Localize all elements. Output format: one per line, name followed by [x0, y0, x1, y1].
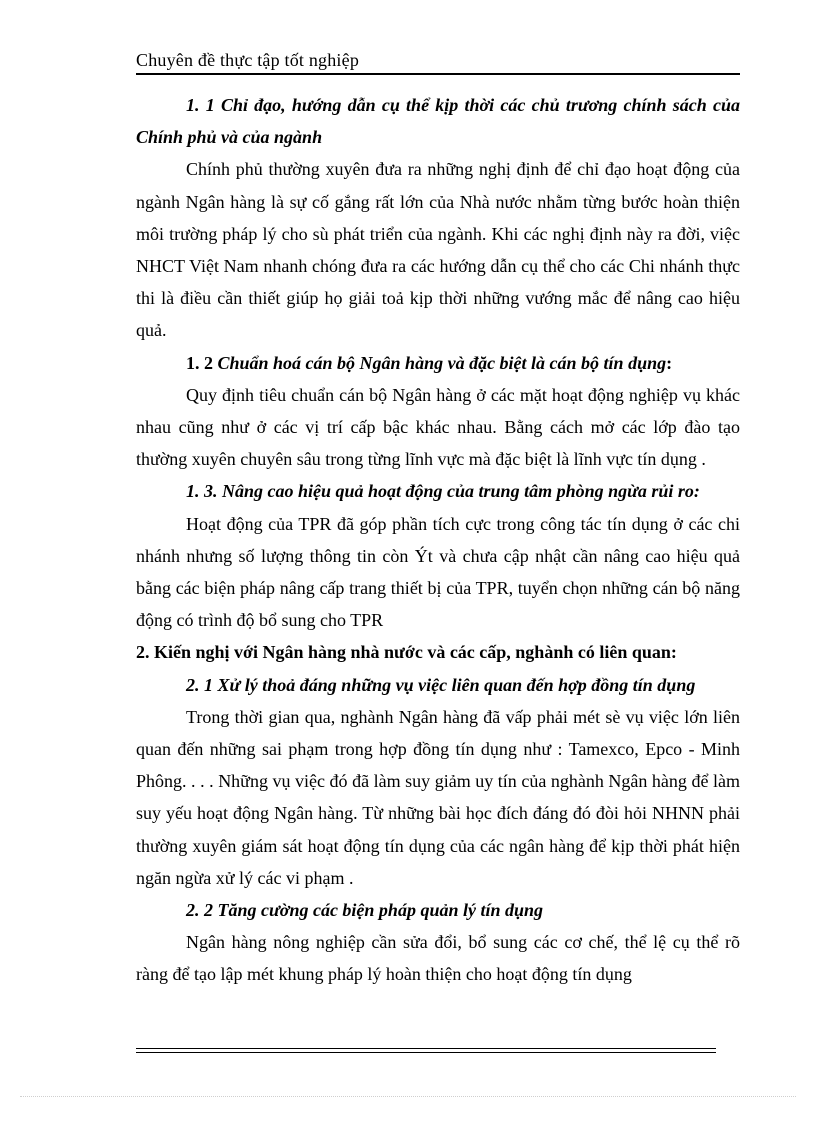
heading-1-2-colon: : — [666, 352, 673, 373]
heading-1-2 — [136, 347, 740, 379]
paragraph-1-1: Chính phủ thường xuyên đưa ra những nghị định để chỉ đạo hoạt động của ngành Ngân hàng là sự cố gắng rất lớn của Nhà nước nhằm từng bước hoàn thiện môi trường pháp lý cho sù phát triển của ngành. Khi các nghị định này ra đời, việc NHCT Việt Nam nhanh chóng đưa ra các hướng dẫn cụ thể cho các Chi nhánh thực thi là điều cần thiết giúp họ giải toả kịp thời những vướng mắc để nâng cao hiệu quả. — [136, 159, 740, 341]
footer-rule-bottom — [136, 1052, 716, 1053]
heading-1-2-text: Chuẩn hoá cán bộ Ngân hàng và đặc biệt là cán bộ tín dụng — [217, 352, 667, 373]
heading-1-3: 1. 3. Nâng cao hiệu quả hoạt động của trung tâm phòng ngừa rủi ro: — [186, 481, 700, 502]
paragraph-2-2: Ngân hàng nông nghiệp cần sửa đổi, bổ sung các cơ chế, thể lệ cụ thể rõ ràng để tạo lập mét khung pháp lý hoàn thiện cho hoạt động tín dụng — [136, 932, 740, 985]
heading-1-1: 1. 1 Chỉ đạo, hướng dẫn cụ thể kịp thời các chủ trương chính sách của Chính phủ và của ngành — [136, 95, 740, 148]
footer-rule-top — [136, 1048, 716, 1049]
heading-2-2: 2. 2 Tăng cường các biện pháp quản lý tín dụng — [186, 900, 543, 921]
paragraph-1-2: Quy định tiêu chuẩn cán bộ Ngân hàng ở các mặt hoạt động nghiệp vụ khác nhau cũng như ở các vị trí cấp bậc khác nhau. Bằng cách mở các lớp đào tạo thường xuyên chuyên sâu trong từng lĩnh vực mà đặc biệt là lĩnh vực tín dụng . — [136, 384, 740, 470]
page-edge-dots — [20, 1096, 796, 1097]
paragraph-2-1: Trong thời gian qua, nghành Ngân hàng đã vấp phải mét sè vụ việc lớn liên quan đến những sai phạm trong hợp đồng tín dụng như : Tamexco, Epco - Minh Phông. . . . Những vụ việc đó đã làm suy giảm uy tín của nghành Ngân hàng để làm suy yếu hoạt động Ngân hàng. Từ những bài học đích đáng đó đòi hỏi NHNN phải thường xuyên giám sát hoạt động tín dụng của các ngân hàng để kịp thời phát hiện ngăn ngừa xử lý các vi phạm . — [136, 706, 740, 888]
header-rule — [136, 73, 740, 75]
heading-1-2-number: 1. 2 — [186, 352, 218, 373]
page-header: Chuyên đề thực tập tốt nghiệp — [136, 50, 360, 70]
heading-2: 2. Kiến nghị với Ngân hàng nhà nước và các cấp, nghành có liên quan: — [136, 642, 677, 663]
paragraph-1-3: Hoạt động của TPR đã góp phần tích cực trong công tác tín dụng ở các chi nhánh nhưng số lượng thông tin còn Ýt và chưa cập nhật cần nâng cao hiệu quả bằng các biện pháp nâng cấp trang thiết bị của TPR, tuyển chọn những cán bộ năng động có trình độ bổ sung cho TPR — [136, 513, 740, 631]
document-body — [136, 89, 740, 991]
heading-2-1: 2. 1 Xử lý thoả đáng những vụ việc liên quan đến hợp đồng tín dụng — [186, 674, 696, 695]
